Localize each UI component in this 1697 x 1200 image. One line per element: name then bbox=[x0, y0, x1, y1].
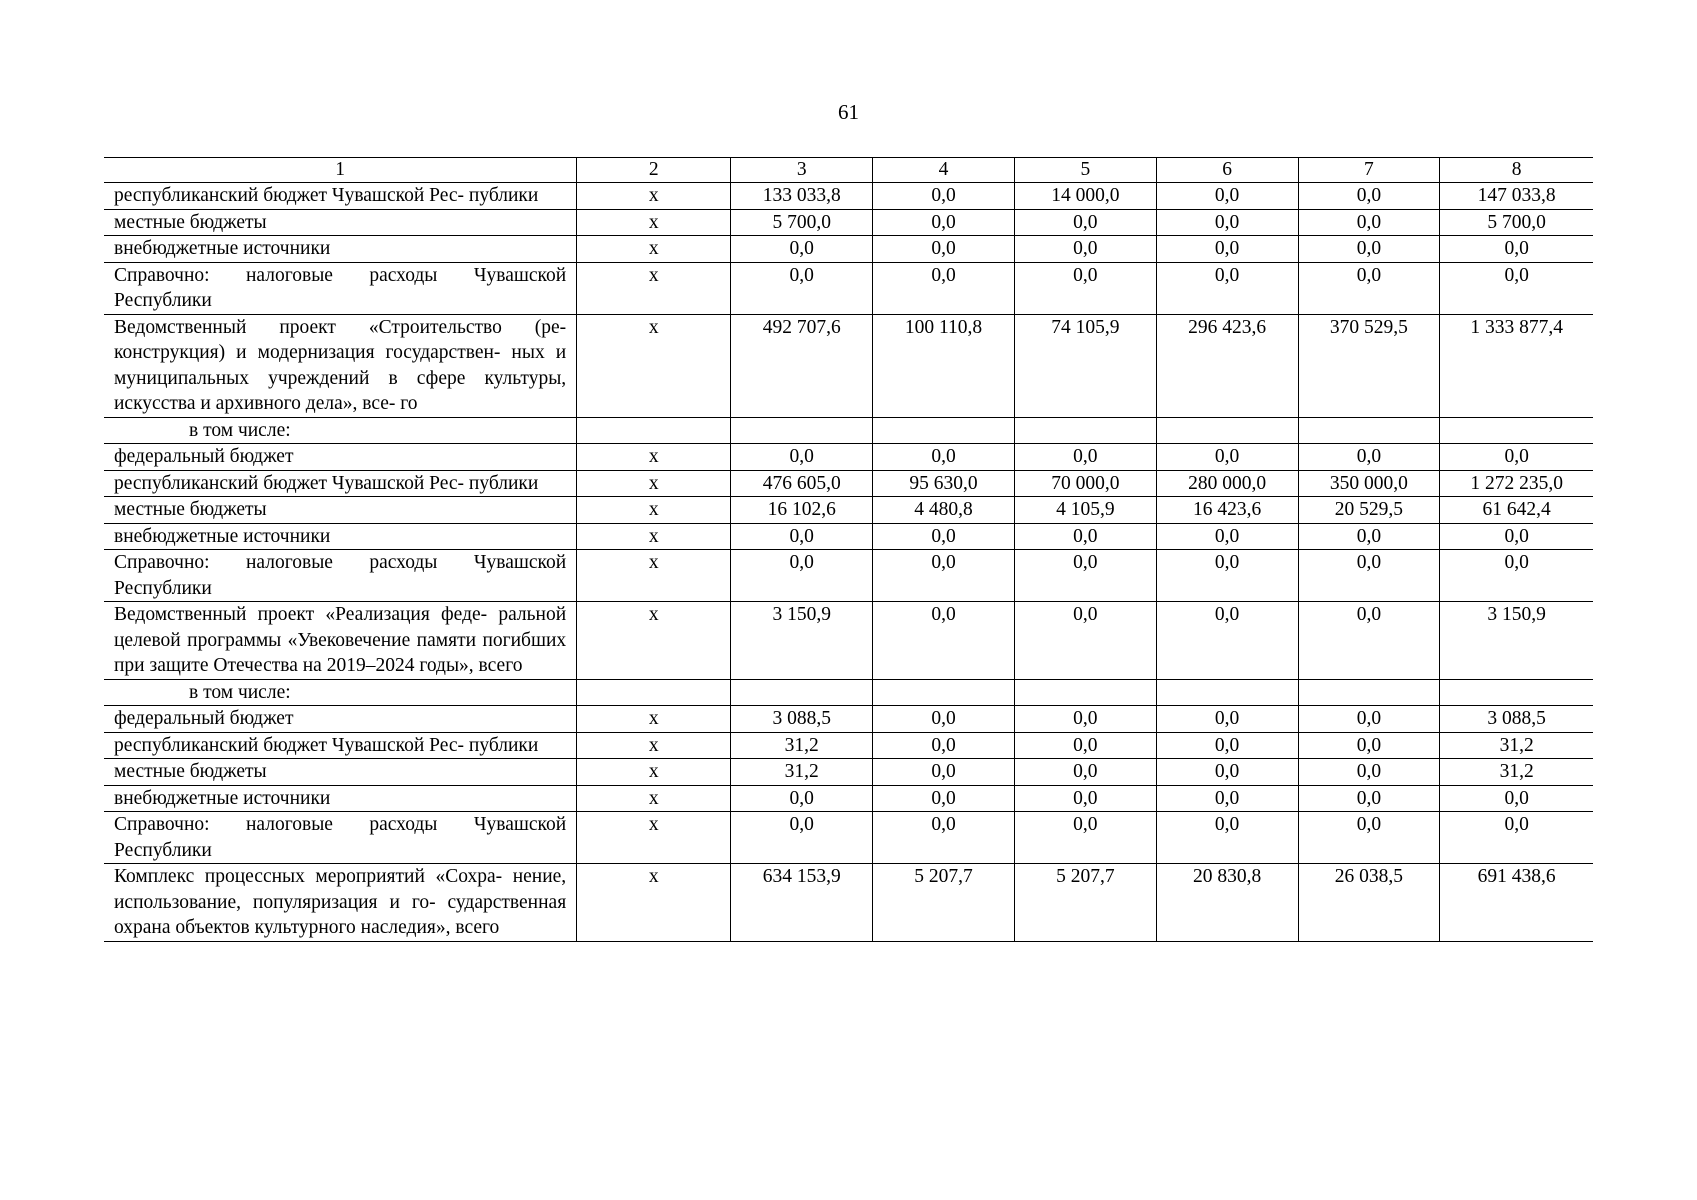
value-cell: 0,0 bbox=[1440, 262, 1593, 314]
row-code-cell: х bbox=[577, 183, 731, 210]
value-cell: 0,0 bbox=[873, 236, 1015, 263]
table-row bbox=[104, 602, 1593, 680]
value-cell: 1 333 877,4 bbox=[1440, 314, 1593, 417]
value-cell: 0,0 bbox=[873, 602, 1015, 680]
column-header: 5 bbox=[1014, 158, 1156, 183]
value-cell: 16 102,6 bbox=[731, 497, 873, 524]
value-cell: 0,0 bbox=[731, 812, 873, 864]
value-cell: 0,0 bbox=[1156, 444, 1298, 471]
value-cell: 0,0 bbox=[1440, 523, 1593, 550]
row-code-cell: х bbox=[577, 497, 731, 524]
table-row bbox=[104, 864, 1593, 942]
table-row bbox=[104, 759, 1593, 786]
column-header: 2 bbox=[577, 158, 731, 183]
value-cell: 492 707,6 bbox=[731, 314, 873, 417]
row-code-cell: х bbox=[577, 523, 731, 550]
value-cell: 0,0 bbox=[1156, 602, 1298, 680]
value-cell: 0,0 bbox=[1014, 706, 1156, 733]
row-code-cell: х bbox=[577, 732, 731, 759]
table-row bbox=[104, 314, 1593, 417]
row-code-cell: х bbox=[577, 314, 731, 417]
row-code-cell: х bbox=[577, 602, 731, 680]
table-row bbox=[104, 812, 1593, 864]
value-cell: 16 423,6 bbox=[1156, 497, 1298, 524]
value-cell: 0,0 bbox=[1014, 209, 1156, 236]
value-cell: 0,0 bbox=[873, 550, 1015, 602]
row-code-cell: х bbox=[577, 209, 731, 236]
table-row bbox=[104, 497, 1593, 524]
table-row bbox=[104, 444, 1593, 471]
value-cell: 0,0 bbox=[873, 759, 1015, 786]
row-label: федеральный бюджет bbox=[104, 444, 577, 471]
value-cell: 0,0 bbox=[1440, 785, 1593, 812]
row-label: республиканский бюджет Чувашской Рес- публики bbox=[104, 470, 577, 497]
row-code-cell: х bbox=[577, 470, 731, 497]
value-cell: 5 207,7 bbox=[1014, 864, 1156, 942]
row-code-cell: х bbox=[577, 550, 731, 602]
row-label: Справочно: налоговые расходы Чувашской Республики bbox=[104, 812, 577, 864]
value-cell: 0,0 bbox=[1156, 759, 1298, 786]
value-cell bbox=[873, 417, 1015, 444]
value-cell: 0,0 bbox=[1014, 732, 1156, 759]
value-cell: 4 480,8 bbox=[873, 497, 1015, 524]
table-row bbox=[104, 209, 1593, 236]
row-code-cell: х bbox=[577, 759, 731, 786]
value-cell: 0,0 bbox=[1014, 262, 1156, 314]
value-cell: 0,0 bbox=[1014, 236, 1156, 263]
value-cell: 0,0 bbox=[1440, 550, 1593, 602]
value-cell: 5 207,7 bbox=[873, 864, 1015, 942]
value-cell: 0,0 bbox=[1298, 444, 1440, 471]
value-cell: 0,0 bbox=[731, 550, 873, 602]
value-cell: 0,0 bbox=[1014, 602, 1156, 680]
value-cell: 476 605,0 bbox=[731, 470, 873, 497]
value-cell: 0,0 bbox=[1156, 523, 1298, 550]
value-cell: 0,0 bbox=[1156, 236, 1298, 263]
value-cell: 0,0 bbox=[1156, 732, 1298, 759]
value-cell: 0,0 bbox=[1298, 812, 1440, 864]
value-cell: 61 642,4 bbox=[1440, 497, 1593, 524]
value-cell: 0,0 bbox=[1014, 785, 1156, 812]
value-cell: 1 272 235,0 bbox=[1440, 470, 1593, 497]
row-code-cell: х bbox=[577, 812, 731, 864]
value-cell: 0,0 bbox=[873, 785, 1015, 812]
value-cell: 0,0 bbox=[1298, 523, 1440, 550]
table-row bbox=[104, 417, 1593, 444]
value-cell: 0,0 bbox=[1298, 550, 1440, 602]
value-cell: 0,0 bbox=[731, 523, 873, 550]
value-cell: 0,0 bbox=[1298, 209, 1440, 236]
value-cell: 0,0 bbox=[1156, 785, 1298, 812]
row-label: местные бюджеты bbox=[104, 497, 577, 524]
value-cell: 4 105,9 bbox=[1014, 497, 1156, 524]
value-cell: 147 033,8 bbox=[1440, 183, 1593, 210]
value-cell: 100 110,8 bbox=[873, 314, 1015, 417]
value-cell: 0,0 bbox=[873, 262, 1015, 314]
value-cell: 634 153,9 bbox=[731, 864, 873, 942]
value-cell: 350 000,0 bbox=[1298, 470, 1440, 497]
value-cell: 0,0 bbox=[1156, 550, 1298, 602]
row-label: Справочно: налоговые расходы Чувашской Республики bbox=[104, 262, 577, 314]
value-cell: 0,0 bbox=[1156, 812, 1298, 864]
value-cell: 3 088,5 bbox=[1440, 706, 1593, 733]
table-row bbox=[104, 262, 1593, 314]
value-cell: 0,0 bbox=[1298, 785, 1440, 812]
value-cell: 0,0 bbox=[1298, 236, 1440, 263]
row-label: внебюджетные источники bbox=[104, 236, 577, 263]
row-code-cell bbox=[577, 417, 731, 444]
value-cell: 20 529,5 bbox=[1298, 497, 1440, 524]
value-cell: 0,0 bbox=[1440, 236, 1593, 263]
value-cell: 133 033,8 bbox=[731, 183, 873, 210]
row-label: в том числе: bbox=[104, 417, 577, 444]
value-cell: 31,2 bbox=[1440, 732, 1593, 759]
row-label: Справочно: налоговые расходы Чувашской Республики bbox=[104, 550, 577, 602]
value-cell: 0,0 bbox=[1298, 262, 1440, 314]
value-cell: 70 000,0 bbox=[1014, 470, 1156, 497]
value-cell: 0,0 bbox=[1156, 183, 1298, 210]
value-cell: 0,0 bbox=[1014, 444, 1156, 471]
row-code-cell: х bbox=[577, 262, 731, 314]
value-cell: 0,0 bbox=[1298, 706, 1440, 733]
value-cell: 296 423,6 bbox=[1156, 314, 1298, 417]
value-cell bbox=[1440, 679, 1593, 706]
value-cell: 31,2 bbox=[731, 759, 873, 786]
value-cell: 0,0 bbox=[1014, 759, 1156, 786]
value-cell: 370 529,5 bbox=[1298, 314, 1440, 417]
budget-table bbox=[104, 157, 1593, 942]
column-header: 3 bbox=[731, 158, 873, 183]
value-cell bbox=[1298, 417, 1440, 444]
row-label: Ведомственный проект «Реализация феде- ральной целевой программы «Увековечение памяти погибших при защите Отечества на 2019–2024 годы», всего bbox=[104, 602, 577, 680]
row-code-cell: х bbox=[577, 236, 731, 263]
value-cell: 0,0 bbox=[1014, 812, 1156, 864]
value-cell: 0,0 bbox=[1298, 732, 1440, 759]
column-header: 1 bbox=[104, 158, 577, 183]
table-row bbox=[104, 550, 1593, 602]
value-cell: 74 105,9 bbox=[1014, 314, 1156, 417]
table-header-row bbox=[104, 158, 1593, 183]
value-cell: 5 700,0 bbox=[1440, 209, 1593, 236]
row-code-cell: х bbox=[577, 444, 731, 471]
value-cell bbox=[1014, 417, 1156, 444]
value-cell: 3 088,5 bbox=[731, 706, 873, 733]
value-cell: 3 150,9 bbox=[731, 602, 873, 680]
value-cell: 0,0 bbox=[873, 183, 1015, 210]
table-row bbox=[104, 732, 1593, 759]
table-body bbox=[104, 183, 1593, 942]
row-code-cell: х bbox=[577, 785, 731, 812]
table-row bbox=[104, 236, 1593, 263]
value-cell: 0,0 bbox=[1014, 523, 1156, 550]
value-cell: 0,0 bbox=[731, 785, 873, 812]
page-number: 61 bbox=[838, 100, 859, 124]
table-row bbox=[104, 785, 1593, 812]
value-cell: 0,0 bbox=[873, 732, 1015, 759]
value-cell: 0,0 bbox=[1440, 444, 1593, 471]
row-label: местные бюджеты bbox=[104, 209, 577, 236]
value-cell: 0,0 bbox=[731, 236, 873, 263]
row-label: Комплекс процессных мероприятий «Сохра- нение, использование, популяризация и го- сударственная охрана объектов культурного наследия», всего bbox=[104, 864, 577, 942]
value-cell bbox=[1156, 679, 1298, 706]
column-header: 7 bbox=[1298, 158, 1440, 183]
value-cell: 26 038,5 bbox=[1298, 864, 1440, 942]
value-cell: 95 630,0 bbox=[873, 470, 1015, 497]
column-header: 4 bbox=[873, 158, 1015, 183]
value-cell: 20 830,8 bbox=[1156, 864, 1298, 942]
value-cell: 0,0 bbox=[731, 262, 873, 314]
value-cell: 31,2 bbox=[1440, 759, 1593, 786]
value-cell bbox=[1156, 417, 1298, 444]
table-row bbox=[104, 183, 1593, 210]
value-cell: 0,0 bbox=[873, 523, 1015, 550]
value-cell: 280 000,0 bbox=[1156, 470, 1298, 497]
value-cell: 31,2 bbox=[731, 732, 873, 759]
value-cell: 14 000,0 bbox=[1014, 183, 1156, 210]
row-code-cell: х bbox=[577, 706, 731, 733]
value-cell: 0,0 bbox=[1298, 183, 1440, 210]
row-label: внебюджетные источники bbox=[104, 523, 577, 550]
table-row bbox=[104, 470, 1593, 497]
value-cell: 0,0 bbox=[873, 706, 1015, 733]
row-label: республиканский бюджет Чувашской Рес- публики bbox=[104, 183, 577, 210]
column-header: 8 bbox=[1440, 158, 1593, 183]
row-label: Ведомственный проект «Строительство (ре- конструкция) и модернизация государствен- ных и муниципальных учреждений в сфере культуры, искусства и архивного дела», все- го bbox=[104, 314, 577, 417]
row-code-cell bbox=[577, 679, 731, 706]
value-cell: 0,0 bbox=[1014, 550, 1156, 602]
value-cell: 0,0 bbox=[731, 444, 873, 471]
table-row bbox=[104, 523, 1593, 550]
table-row bbox=[104, 679, 1593, 706]
value-cell: 691 438,6 bbox=[1440, 864, 1593, 942]
row-label: внебюджетные источники bbox=[104, 785, 577, 812]
table-row bbox=[104, 706, 1593, 733]
row-code-cell: х bbox=[577, 864, 731, 942]
value-cell bbox=[1298, 679, 1440, 706]
value-cell: 3 150,9 bbox=[1440, 602, 1593, 680]
value-cell: 5 700,0 bbox=[731, 209, 873, 236]
row-label: республиканский бюджет Чувашской Рес- публики bbox=[104, 732, 577, 759]
value-cell bbox=[731, 417, 873, 444]
row-label: федеральный бюджет bbox=[104, 706, 577, 733]
value-cell bbox=[1014, 679, 1156, 706]
value-cell: 0,0 bbox=[1156, 706, 1298, 733]
value-cell: 0,0 bbox=[1298, 602, 1440, 680]
value-cell: 0,0 bbox=[873, 209, 1015, 236]
column-header: 6 bbox=[1156, 158, 1298, 183]
value-cell bbox=[731, 679, 873, 706]
value-cell: 0,0 bbox=[1298, 759, 1440, 786]
value-cell bbox=[1440, 417, 1593, 444]
row-label: местные бюджеты bbox=[104, 759, 577, 786]
value-cell: 0,0 bbox=[873, 444, 1015, 471]
value-cell: 0,0 bbox=[1440, 812, 1593, 864]
row-label: в том числе: bbox=[104, 679, 577, 706]
value-cell: 0,0 bbox=[1156, 262, 1298, 314]
value-cell: 0,0 bbox=[873, 812, 1015, 864]
value-cell: 0,0 bbox=[1156, 209, 1298, 236]
value-cell bbox=[873, 679, 1015, 706]
